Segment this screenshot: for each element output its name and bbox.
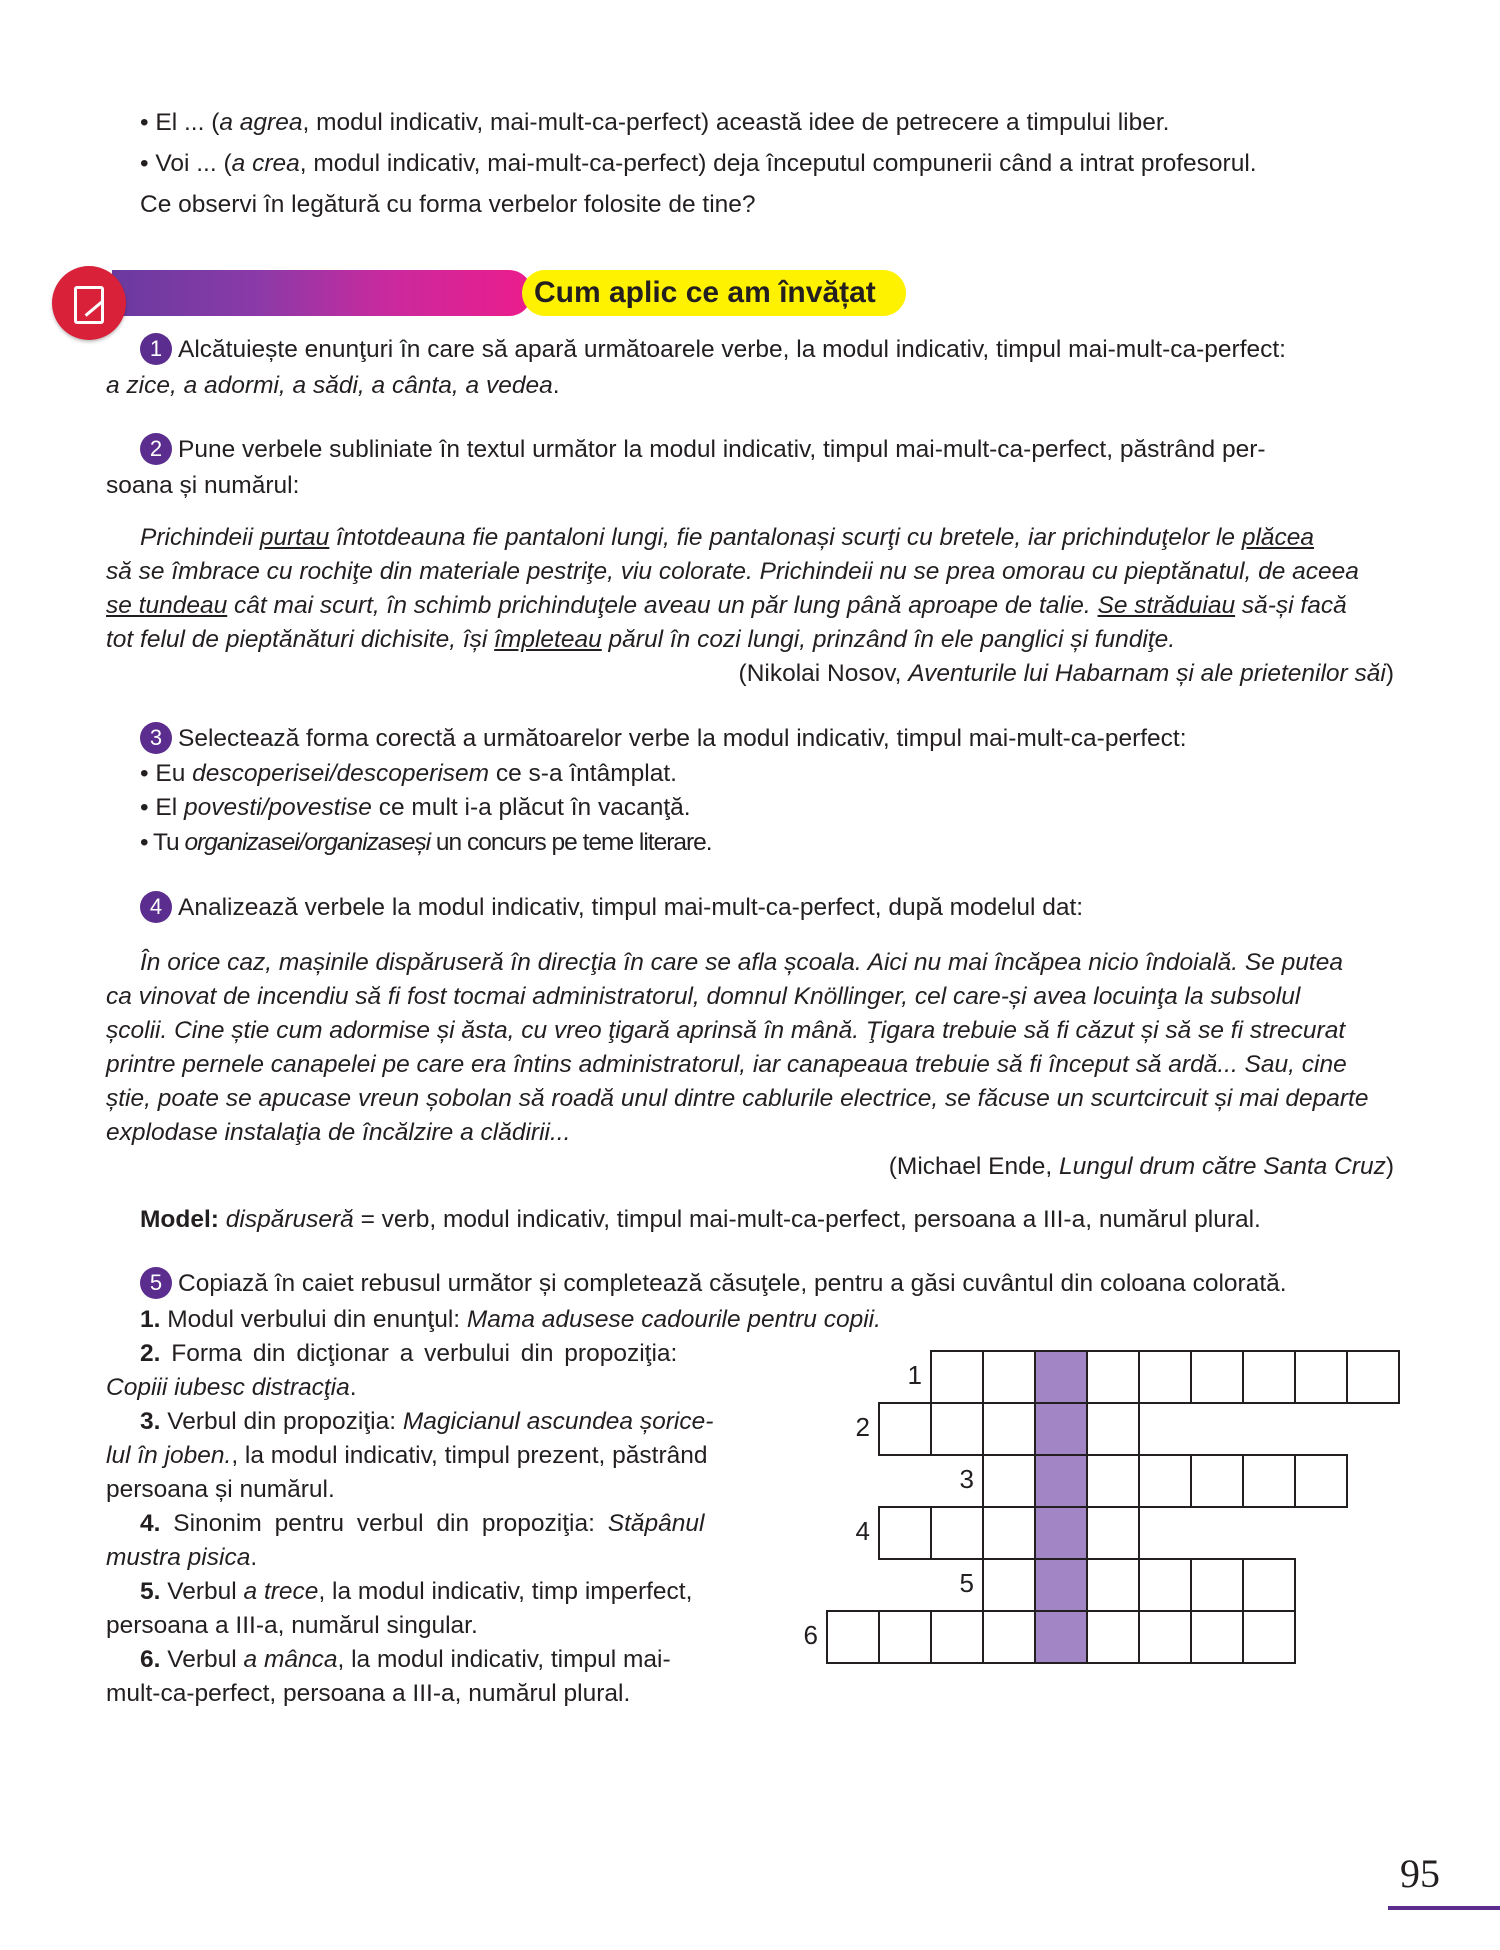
ex1-line1 — [140, 333, 1286, 367]
crossword-cell — [1242, 1454, 1296, 1508]
clue-italic: lul în joben. — [106, 1442, 232, 1469]
ex5-clue5-line2: persoana a III-a, numărul singular. — [106, 1612, 478, 1639]
ex4-source — [889, 1150, 1394, 1184]
ex5-clue4-line1 — [140, 1507, 704, 1541]
clue-text: Verbul — [160, 1646, 244, 1673]
ex3-i2-options: povesti/povestise — [183, 794, 372, 821]
crossword-cell — [1190, 1454, 1244, 1508]
crossword-cell-highlighted — [1034, 1506, 1088, 1560]
ex3-i3-post: un concurs pe teme literare. — [430, 829, 712, 856]
clue-italic: a mânca — [243, 1646, 338, 1673]
clue-text: , la modul indicativ, timp imperfect, — [318, 1578, 693, 1605]
ex4-src-title: Lungul drum către Santa Cruz — [1058, 1153, 1386, 1180]
crossword-cell — [982, 1454, 1036, 1508]
ex4-passage-line3: școlii. Cine știe cum adormise și ăsta, cu vreo ţigară aprinsă în mână. Ţigara trebuie să fi căzut și să se fi strecurat — [106, 1017, 1346, 1044]
ex1-end: . — [552, 372, 560, 399]
clue-italic: mustra pisica — [106, 1544, 251, 1571]
banner-title: Cum aplic ce am învățat — [534, 276, 876, 309]
ex4-passage-line4: printre pernele canapelei pe care era întins administratorul, iar canapeaua trebuie să fi început să ardă... Sau, cine — [106, 1051, 1347, 1078]
crossword-cell — [1138, 1558, 1192, 1612]
crossword-row-number: 3 — [959, 1464, 974, 1494]
crossword-cell — [1242, 1350, 1296, 1404]
crossword-cell — [982, 1610, 1036, 1664]
ex3-line1 — [140, 722, 1187, 756]
ex4-passage-line1: În orice caz, mașinile dispăruseră în direcţia în care se afla școala. Aici nu mai încăpea nicio îndoială. Se putea — [140, 949, 1343, 976]
crossword-cell — [1086, 1454, 1140, 1508]
ex5-number-badge: 5 — [140, 1267, 172, 1299]
ex4-number-badge: 4 — [140, 891, 172, 923]
ex4-model-label: Model: — [140, 1206, 219, 1233]
intro-b2-pre: • Voi ... ( — [140, 150, 232, 177]
ex2-passage-line1 — [140, 521, 1314, 555]
clue-text: , la modul indicativ, timpul prezent, păstrând — [231, 1442, 708, 1469]
clue-text: Forma din dicţionar a verbului din propoziţia: — [160, 1340, 678, 1367]
ex5-clue1 — [140, 1303, 881, 1337]
intro-question: Ce observi în legătură cu forma verbelor folosite de tine? — [140, 191, 756, 218]
crossword-cell — [878, 1610, 932, 1664]
crossword-cell — [1346, 1350, 1400, 1404]
clue-text: Verbul — [160, 1578, 244, 1605]
crossword-cell — [982, 1402, 1036, 1456]
crossword-cell — [930, 1506, 984, 1560]
crossword-cell-highlighted — [1034, 1558, 1088, 1612]
crossword-cell — [1138, 1610, 1192, 1664]
ex2-passage-line3 — [106, 589, 1347, 623]
crossword-cell — [878, 1506, 932, 1560]
clue-end: . — [250, 1544, 258, 1571]
crossword-cell — [1086, 1402, 1140, 1456]
crossword-cell — [982, 1506, 1036, 1560]
crossword-cell — [1190, 1558, 1244, 1612]
ex2-src-post: ) — [1385, 660, 1394, 687]
ex5-clue3-line2 — [106, 1439, 707, 1473]
ex4-text: Analizează verbele la modul indicativ, timpul mai-mult-ca-perfect, după modelul dat: — [178, 894, 1084, 921]
intro-b2-verb: a crea — [231, 150, 300, 177]
section-banner — [52, 262, 876, 336]
intro-b1-pre: • El ... ( — [140, 109, 220, 136]
crossword-cell — [1086, 1506, 1140, 1560]
ex4-line1 — [140, 891, 1083, 925]
ex3-i1-options: descoperisei/descoperisem — [192, 760, 490, 787]
page-number-rule — [1388, 1906, 1500, 1910]
crossword-row-number: 5 — [959, 1568, 974, 1598]
ex2-p3b: să-și facă — [1235, 592, 1347, 619]
ex4-model-word: dispăruseră — [225, 1206, 354, 1233]
crossword-cell — [930, 1402, 984, 1456]
ex4-src-post: ) — [1385, 1153, 1394, 1180]
crossword-cell — [1294, 1454, 1348, 1508]
ex2-p1b: întotdeauna fie pantaloni lungi, fie pantalonași scurţi cu bretele, iar prichinduţelor le — [329, 524, 1242, 551]
ex2-underlined-verb: se tundeau — [106, 592, 228, 619]
intro-bullet-2 — [140, 147, 1257, 181]
ex2-p4a: tot felul de pieptănături dichisite, își — [106, 626, 495, 653]
page-number: 95 — [1400, 1851, 1440, 1896]
ex5-clue6-line1 — [140, 1643, 671, 1677]
crossword-cell — [930, 1610, 984, 1664]
ex5-clue5-line1 — [140, 1575, 692, 1609]
ex2-line1 — [140, 433, 1266, 467]
clue-number: 4. — [140, 1510, 161, 1537]
clue-number: 1. — [140, 1306, 161, 1333]
ex4-model — [140, 1203, 1261, 1237]
ex5-clue6-line2: mult-ca-perfect, persoana a III-a, numărul plural. — [106, 1680, 631, 1707]
crossword-cell-highlighted — [1034, 1454, 1088, 1508]
clue-italic: Magicianul ascundea șorice- — [402, 1408, 714, 1435]
ex3-text: Selectează forma corectă a următoarelor verbe la modul indicativ, timpul mai-mult-ca-perfect: — [178, 725, 1187, 752]
crossword-grid — [803, 1350, 1396, 1670]
crossword-cell-highlighted — [1034, 1610, 1088, 1664]
clue-text: , la modul indicativ, timpul mai- — [337, 1646, 671, 1673]
crossword-row-number: 2 — [855, 1412, 870, 1442]
ex2-line2: soana și numărul: — [106, 472, 300, 499]
crossword-cell-highlighted — [1034, 1350, 1088, 1404]
ex2-src-title: Aventurile lui Habarnam și ale prietenilor săi — [908, 660, 1386, 687]
ex5-clue2-line1 — [140, 1337, 765, 1371]
clue-text: Verbul din propoziţia: — [160, 1408, 403, 1435]
ex2-p3a: cât mai scurt, în schimb prichinduţele aveau un păr lung până aproape de talie. — [227, 592, 1098, 619]
ex3-i3-options: organizasei/organizaseși — [184, 829, 431, 856]
crossword-cell — [1190, 1350, 1244, 1404]
intro-b1-post: , modul indicativ, mai-mult-ca-perfect) această idee de petrecere a timpului liber. — [302, 109, 1170, 136]
ex3-i1-post: ce s-a întâmplat. — [489, 760, 677, 787]
ex5-clue4-line2 — [106, 1541, 257, 1575]
ex2-source — [739, 657, 1394, 691]
crossword-cell — [1086, 1558, 1140, 1612]
ex3-item2 — [140, 791, 691, 825]
crossword-row-number: 4 — [855, 1516, 870, 1546]
crossword-cell — [1242, 1558, 1296, 1612]
intro-b1-verb: a agrea — [219, 109, 303, 136]
clue-text: Sinonim pentru verbul din propoziţia: — [160, 1510, 608, 1537]
crossword-cell — [1138, 1350, 1192, 1404]
crossword-cell — [982, 1350, 1036, 1404]
clue-italic: Copiii iubesc distracţia — [106, 1374, 350, 1401]
crossword-cell — [878, 1402, 932, 1456]
ex2-text-1: Pune verbele subliniate în textul următor la modul indicativ, timpul mai-mult-ca-perfect, păstrând per- — [178, 436, 1266, 463]
crossword-cell — [826, 1610, 880, 1664]
ex2-underlined-verb: împleteau — [494, 626, 602, 653]
ex5-clue3-line3: persoana și numărul. — [106, 1476, 335, 1503]
ex2-passage-line2: să se îmbrace cu rochiţe din materiale pestriţe, viu colorate. Prichindeii nu se prea omorau cu pieptănatul, de aceea — [106, 558, 1359, 585]
clue-number: 2. — [140, 1340, 161, 1367]
ex2-p4b: părul în cozi lungi, prinzând în ele panglici și fundiţe. — [601, 626, 1176, 653]
ex3-item3 — [140, 826, 712, 860]
crossword-cell — [1138, 1454, 1192, 1508]
ex4-passage-line6: explodase instalaţia de încălzire a clădirii... — [106, 1119, 571, 1146]
ex4-passage-line5: știe, poate se apucase vreun șobolan să roadă unul dintre cablurile electrice, se făcuse un scurtcircuit și mai departe — [106, 1085, 1369, 1112]
ex3-i3-pre: • Tu — [140, 829, 185, 856]
crossword-cell — [1086, 1350, 1140, 1404]
crossword-cell — [930, 1350, 984, 1404]
ex5-clue3-line1 — [140, 1405, 713, 1439]
intro-b2-post: , modul indicativ, mai-mult-ca-perfect) deja începutul compunerii când a intrat profesorul. — [299, 150, 1257, 177]
clue-number: 6. — [140, 1646, 161, 1673]
pencil-note-icon — [52, 266, 126, 340]
ex2-number-badge: 2 — [140, 433, 172, 465]
clue-number: 5. — [140, 1578, 161, 1605]
ex4-src-pre: (Michael Ende, — [888, 1153, 1059, 1180]
ex2-p1a: Prichindeii — [140, 524, 260, 551]
ex2-underlined-verb: purtau — [259, 524, 330, 551]
clue-number: 3. — [140, 1408, 161, 1435]
ex1-text: Alcătuiește enunţuri în care să apară următoarele verbe, la modul indicativ, timpul mai-mult-ca-perfect: — [178, 336, 1286, 363]
crossword-cell — [982, 1558, 1036, 1612]
crossword-cell — [1242, 1610, 1296, 1664]
clue-italic: a trece — [243, 1578, 319, 1605]
crossword-row-number: 6 — [803, 1620, 818, 1650]
ex2-underlined-verb: plăcea — [1241, 524, 1315, 551]
ex5-line1 — [140, 1267, 1287, 1301]
clue-italic: Stăpânul — [607, 1510, 705, 1537]
ex3-item1 — [140, 757, 677, 791]
crossword-row-number: 1 — [907, 1360, 922, 1390]
intro-bullet-1 — [140, 106, 1169, 140]
ex5-text: Copiază în caiet rebusul următor și completează căsuţele, pentru a găsi cuvântul din coloana colorată. — [178, 1270, 1287, 1297]
clue-italic: Mama adusese cadourile pentru copii. — [466, 1306, 881, 1333]
ex2-passage-line4 — [106, 623, 1175, 657]
ex1-line2 — [106, 369, 560, 403]
crossword-cell — [1190, 1610, 1244, 1664]
ex5-clue2-line2 — [106, 1371, 357, 1405]
ex1-number-badge: 1 — [140, 333, 172, 365]
ex2-underlined-verb: Se străduiau — [1097, 592, 1236, 619]
crossword-cell-highlighted — [1034, 1402, 1088, 1456]
ex3-i2-pre: • El — [140, 794, 184, 821]
ex2-src-pre: (Nikolai Nosov, — [738, 660, 909, 687]
banner-gradient-bar — [112, 270, 532, 316]
ex3-i2-post: ce mult i-a plăcut în vacanţă. — [371, 794, 691, 821]
ex3-number-badge: 3 — [140, 722, 172, 754]
ex3-i1-pre: • Eu — [140, 760, 193, 787]
clue-text: Modul verbului din enunţul: — [160, 1306, 467, 1333]
crossword-cell — [1294, 1350, 1348, 1404]
ex4-model-rest: = verb, modul indicativ, timpul mai-mult-ca-perfect, persoana a III-a, numărul plural. — [353, 1206, 1261, 1233]
ex1-verbs: a zice, a adormi, a sădi, a cânta, a vedea — [106, 372, 553, 399]
ex4-passage-line2: ca vinovat de incendiu să fi fost tocmai administratorul, domnul Knöllinger, cel care-și avea locuinţa la subsolul — [106, 983, 1301, 1010]
crossword-cell — [1086, 1610, 1140, 1664]
clue-end: . — [349, 1374, 357, 1401]
